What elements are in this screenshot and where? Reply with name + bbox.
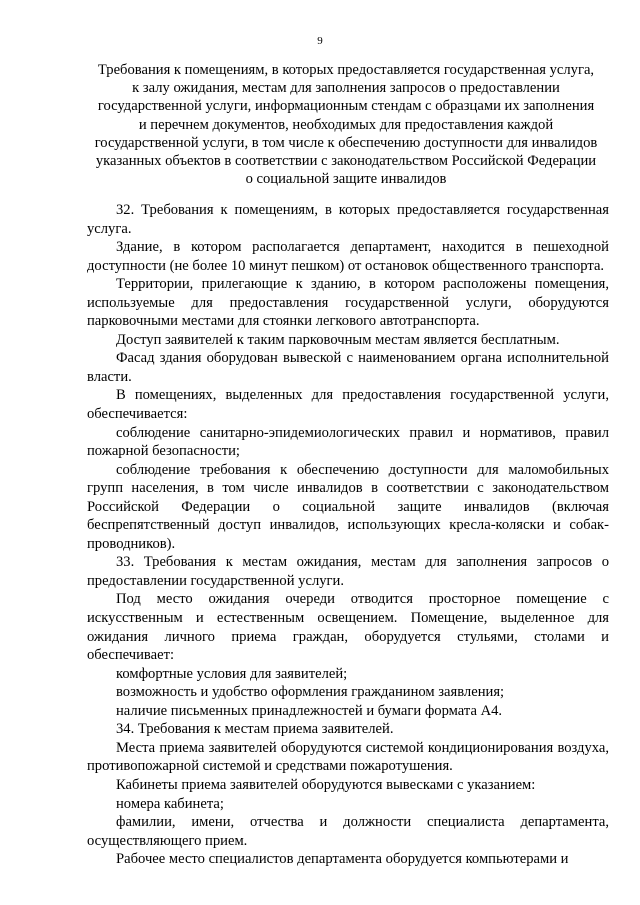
paragraph: номера кабинета; [116,795,224,812]
paragraph: соблюдение требования к обеспечению доступности для маломобильных групп населения, в том числе инвалидов в соответствии с законодательством Российской Федерации о социальной защите инвалидов (включая беспрепятственный доступ инвалидов, использующих кресла-коляски и собак-проводников). [87,461,609,552]
paragraph: Места приема заявителей оборудуются системой кондиционирования воздуха, противопожарной системой и средствами пожаротушения. [87,739,609,775]
paragraph: Под место ожидания очереди отводится просторное помещение с искусственным и естественным освещением. Помещение, выделенное для ожидания личного приема граждан, оборудуется стульями, столами и обеспечивает: [87,591,609,664]
heading-line: Требования к помещениям, в которых предоставляется государственная услуга, [97,62,595,78]
paragraph: Территории, прилегающие к зданию, в котором расположены помещения, используемые для предоставления государственной услуги, оборудуются парковочными местами для стоянки легкового автотранспорта. [87,276,609,330]
paragraph: Кабинеты приема заявителей оборудуются вывесками с указанием: [116,776,536,793]
heading-line: о социальной защите инвалидов [245,171,447,188]
paragraph: соблюдение санитарно-эпидемиологических правил и нормативов, правил пожарной безопасности; [87,424,609,460]
heading-line: и перечнем документов, необходимых для предоставления каждой [138,116,554,133]
page-number: 9 [317,35,323,47]
paragraph: В помещениях, выделенных для предоставления государственной услуги, обеспечивается: [87,387,609,423]
heading-line: к залу ожидания, местам для заполнения запросов о предоставлении [132,80,560,97]
heading-line: государственной услуги, в том числе к обеспечению доступности для инвалидов [94,134,598,151]
paragraph: 34. Требования к местам приема заявителей. [116,721,394,738]
paragraph: Фасад здания оборудован вывеской с наименованием органа исполнительной власти. [87,350,609,385]
document-body [87,201,609,869]
paragraph: 33. Требования к местам ожидания, местам для заполнения запросов о предоставлении государственной услуги. [87,554,609,589]
paragraph: комфортные условия для заявителей; [116,665,348,682]
paragraph: Здание, в котором располагается департамент, находится в пешеходной доступности (не более 10 минут пешком) от остановок общественного транспорта. [87,239,609,274]
paragraph: 32. Требования к помещениям, в которых предоставляется государственная услуга. [87,202,609,237]
paragraph: Доступ заявителей к таким парковочным местам является бесплатным. [116,331,560,348]
heading-line: указанных объектов в соответствии с законодательством Российской Федерации [95,153,597,170]
paragraph: возможность и удобство оформления гражданином заявления; [116,684,505,701]
paragraph: наличие письменных принадлежностей и бумаги формата А4. [116,702,503,719]
paragraph: фамилии, имени, отчества и должности специалиста департамента, осуществляющего прием. [87,814,609,849]
section-heading [80,61,612,188]
paragraph: Рабочее место специалистов департамента оборудуется компьютерами и [116,851,569,868]
heading-line: государственной услуги, информационным стендам с образцами их заполнения [97,98,595,115]
